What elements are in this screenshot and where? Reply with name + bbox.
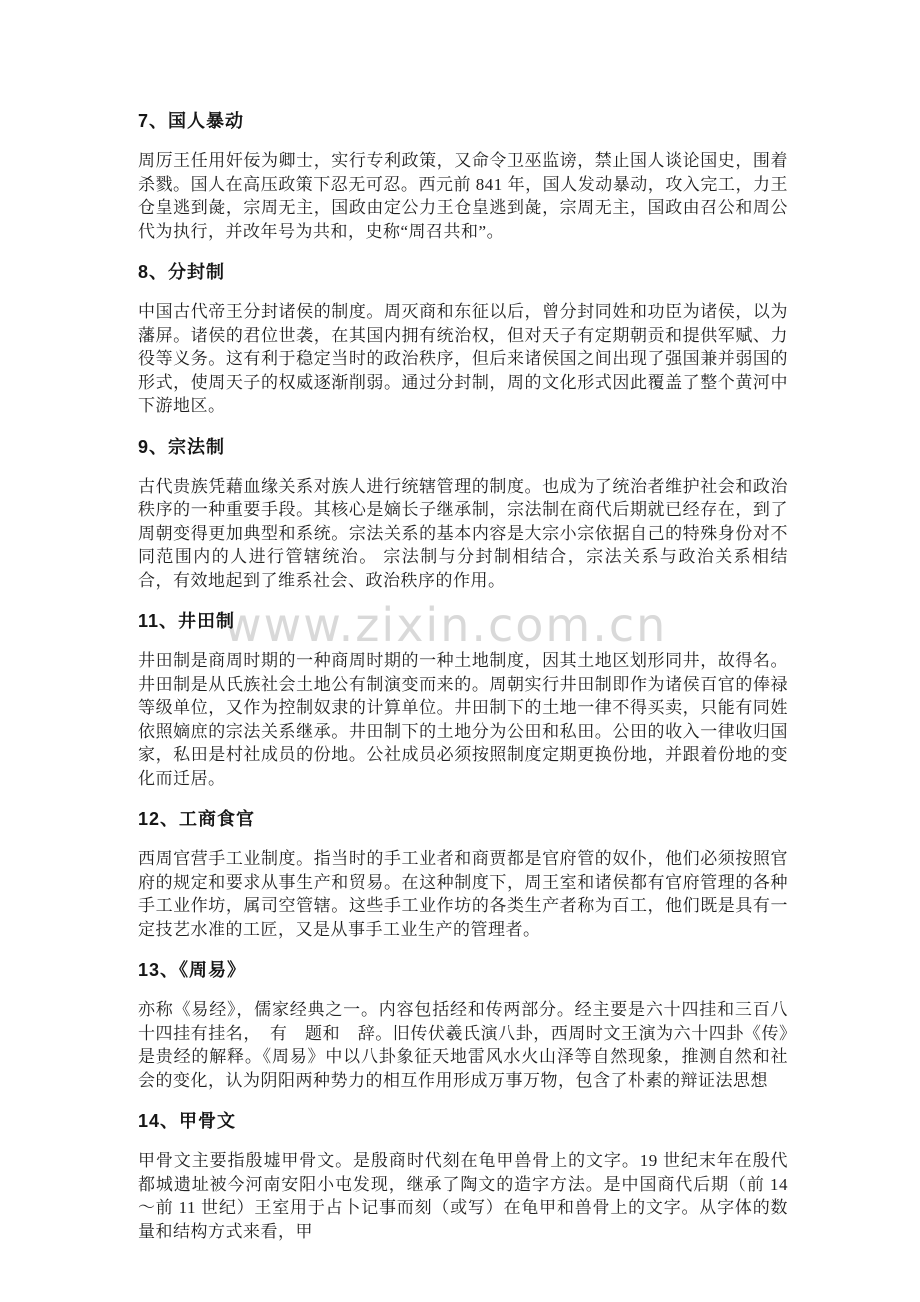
section-heading: 7、国人暴动 — [138, 111, 245, 131]
section-body: 井田制是商周时期的一种商周时期的一种土地制度，因其土地区划形同井，故得名。井田制是从氏族社会土地公有制演变而来的。周朝实行井田制即作为诸侯百官的俸禄等级单位，又作为控制奴隶的计算单位。井田制下的土地一律不得买卖，只能有同姓依照嫡庶的宗法关系继承。井田制下的土地分为公田和私田。公田的收入一律收归国家，私田是村社成员的份地。公社成员必须按照制度定期更换份地，并跟着份地的变化而迁居。 — [138, 651, 788, 788]
section-guoren-baodong — [138, 110, 788, 243]
section-body: 周厉王任用奸佞为卿士，实行专利政策，又命令卫巫监谤，禁止国人谈论国史，围着杀戮。国人在高压政策下忍无可忍。西元前 841 年，国人发动暴动，攻入完工，力王仓皇逃到彘，宗周无主，国政由定公力王仓皇逃到彘，宗周无主，国政由召公和周公代为执行，并改年号为共和，史称“周召共和”。 — [138, 151, 788, 241]
section-body: 甲骨文主要指殷墟甲骨文。是殷商时代刻在龟甲兽骨上的文字。19 世纪末年在殷代都城遗址被今河南安阳小屯发现，继承了陶文的造字方法。是中国商代后期（前 14～前 11 世纪）王室用于占卜记事而刻（或写）在龟甲和兽骨上的文字。从字体的数量和结构方式来看，甲 — [138, 1151, 788, 1241]
section-body: 中国古代帝王分封诸侯的制度。周灭商和东征以后，曾分封同姓和功臣为诸侯，以为藩屏。诸侯的君位世袭，在其国内拥有统治权，但对天子有定期朝贡和提供军赋、力役等义务。这有利于稳定当时的政治秩序，但后来诸侯国之间出现了强国兼并弱国的形式，使周天子的权威逐渐削弱。通过分封制，周的文化形式因此覆盖了整个黄河中下游地区。 — [138, 302, 788, 415]
section-jiaguwen — [138, 1110, 788, 1243]
section-gongshangshiguan — [138, 808, 788, 941]
section-fengfengzhi — [138, 261, 788, 418]
section-body: 西周官营手工业制度。指当时的手工业者和商贾都是官府管的奴仆，他们必须按照官府的规定和要求从事生产和贸易。在这种制度下，周王室和诸侯都有官府管理的各种手工业作坊，属司空管辖。这些手工业作坊的各类生产者称为百工，他们既是具有一定技艺水准的工匠，又是从事手工业生产的管理者。 — [138, 849, 788, 939]
section-zhouyi — [138, 959, 788, 1092]
section-body: 亦称《易经》，儒家经典之一。内容包括经和传两部分。经主要是六十四挂和三百八十四挂有挂名， 有 题和 辞。旧传伏羲氏演八卦，西周时文王演为六十四卦《传》是贵经的解释。《周易》中以八卦象征天地雷风水火山泽等自然现象，推测自然和社会的变化，认为阴阳两种势力的相互作用形成万事万物，包含了朴素的辩证法思想 — [138, 1000, 788, 1090]
section-heading: 13、《周易》 — [138, 960, 247, 980]
section-heading: 14、甲骨文 — [138, 1111, 237, 1131]
section-heading: 11、井田制 — [138, 611, 236, 631]
section-heading: 9、宗法制 — [138, 436, 226, 457]
section-heading: 12、工商食官 — [138, 809, 256, 829]
section-heading: 8、分封制 — [138, 262, 226, 282]
section-body: 古代贵族凭藉血缘关系对族人进行统辖管理的制度。也成为了统治者维护社会和政治秩序的一种重要手段。其核心是嫡长子继承制，宗法制在商代后期就已经存在，到了周朝变得更加典型和系统。宗法关系的基本内容是大宗小宗依据自己的特殊身份对不同范围内的人进行管辖统治。 宗法制与分封制相结合，宗法关系与政治关系相结合，有效地起到了维系社会、政治秩序的作用。 — [138, 476, 788, 590]
section-zongfazhi — [138, 436, 788, 593]
section-jingtianzhi — [138, 610, 788, 790]
document-content — [138, 110, 788, 1261]
watermark-text: www.zixin.com.cn — [224, 598, 668, 652]
